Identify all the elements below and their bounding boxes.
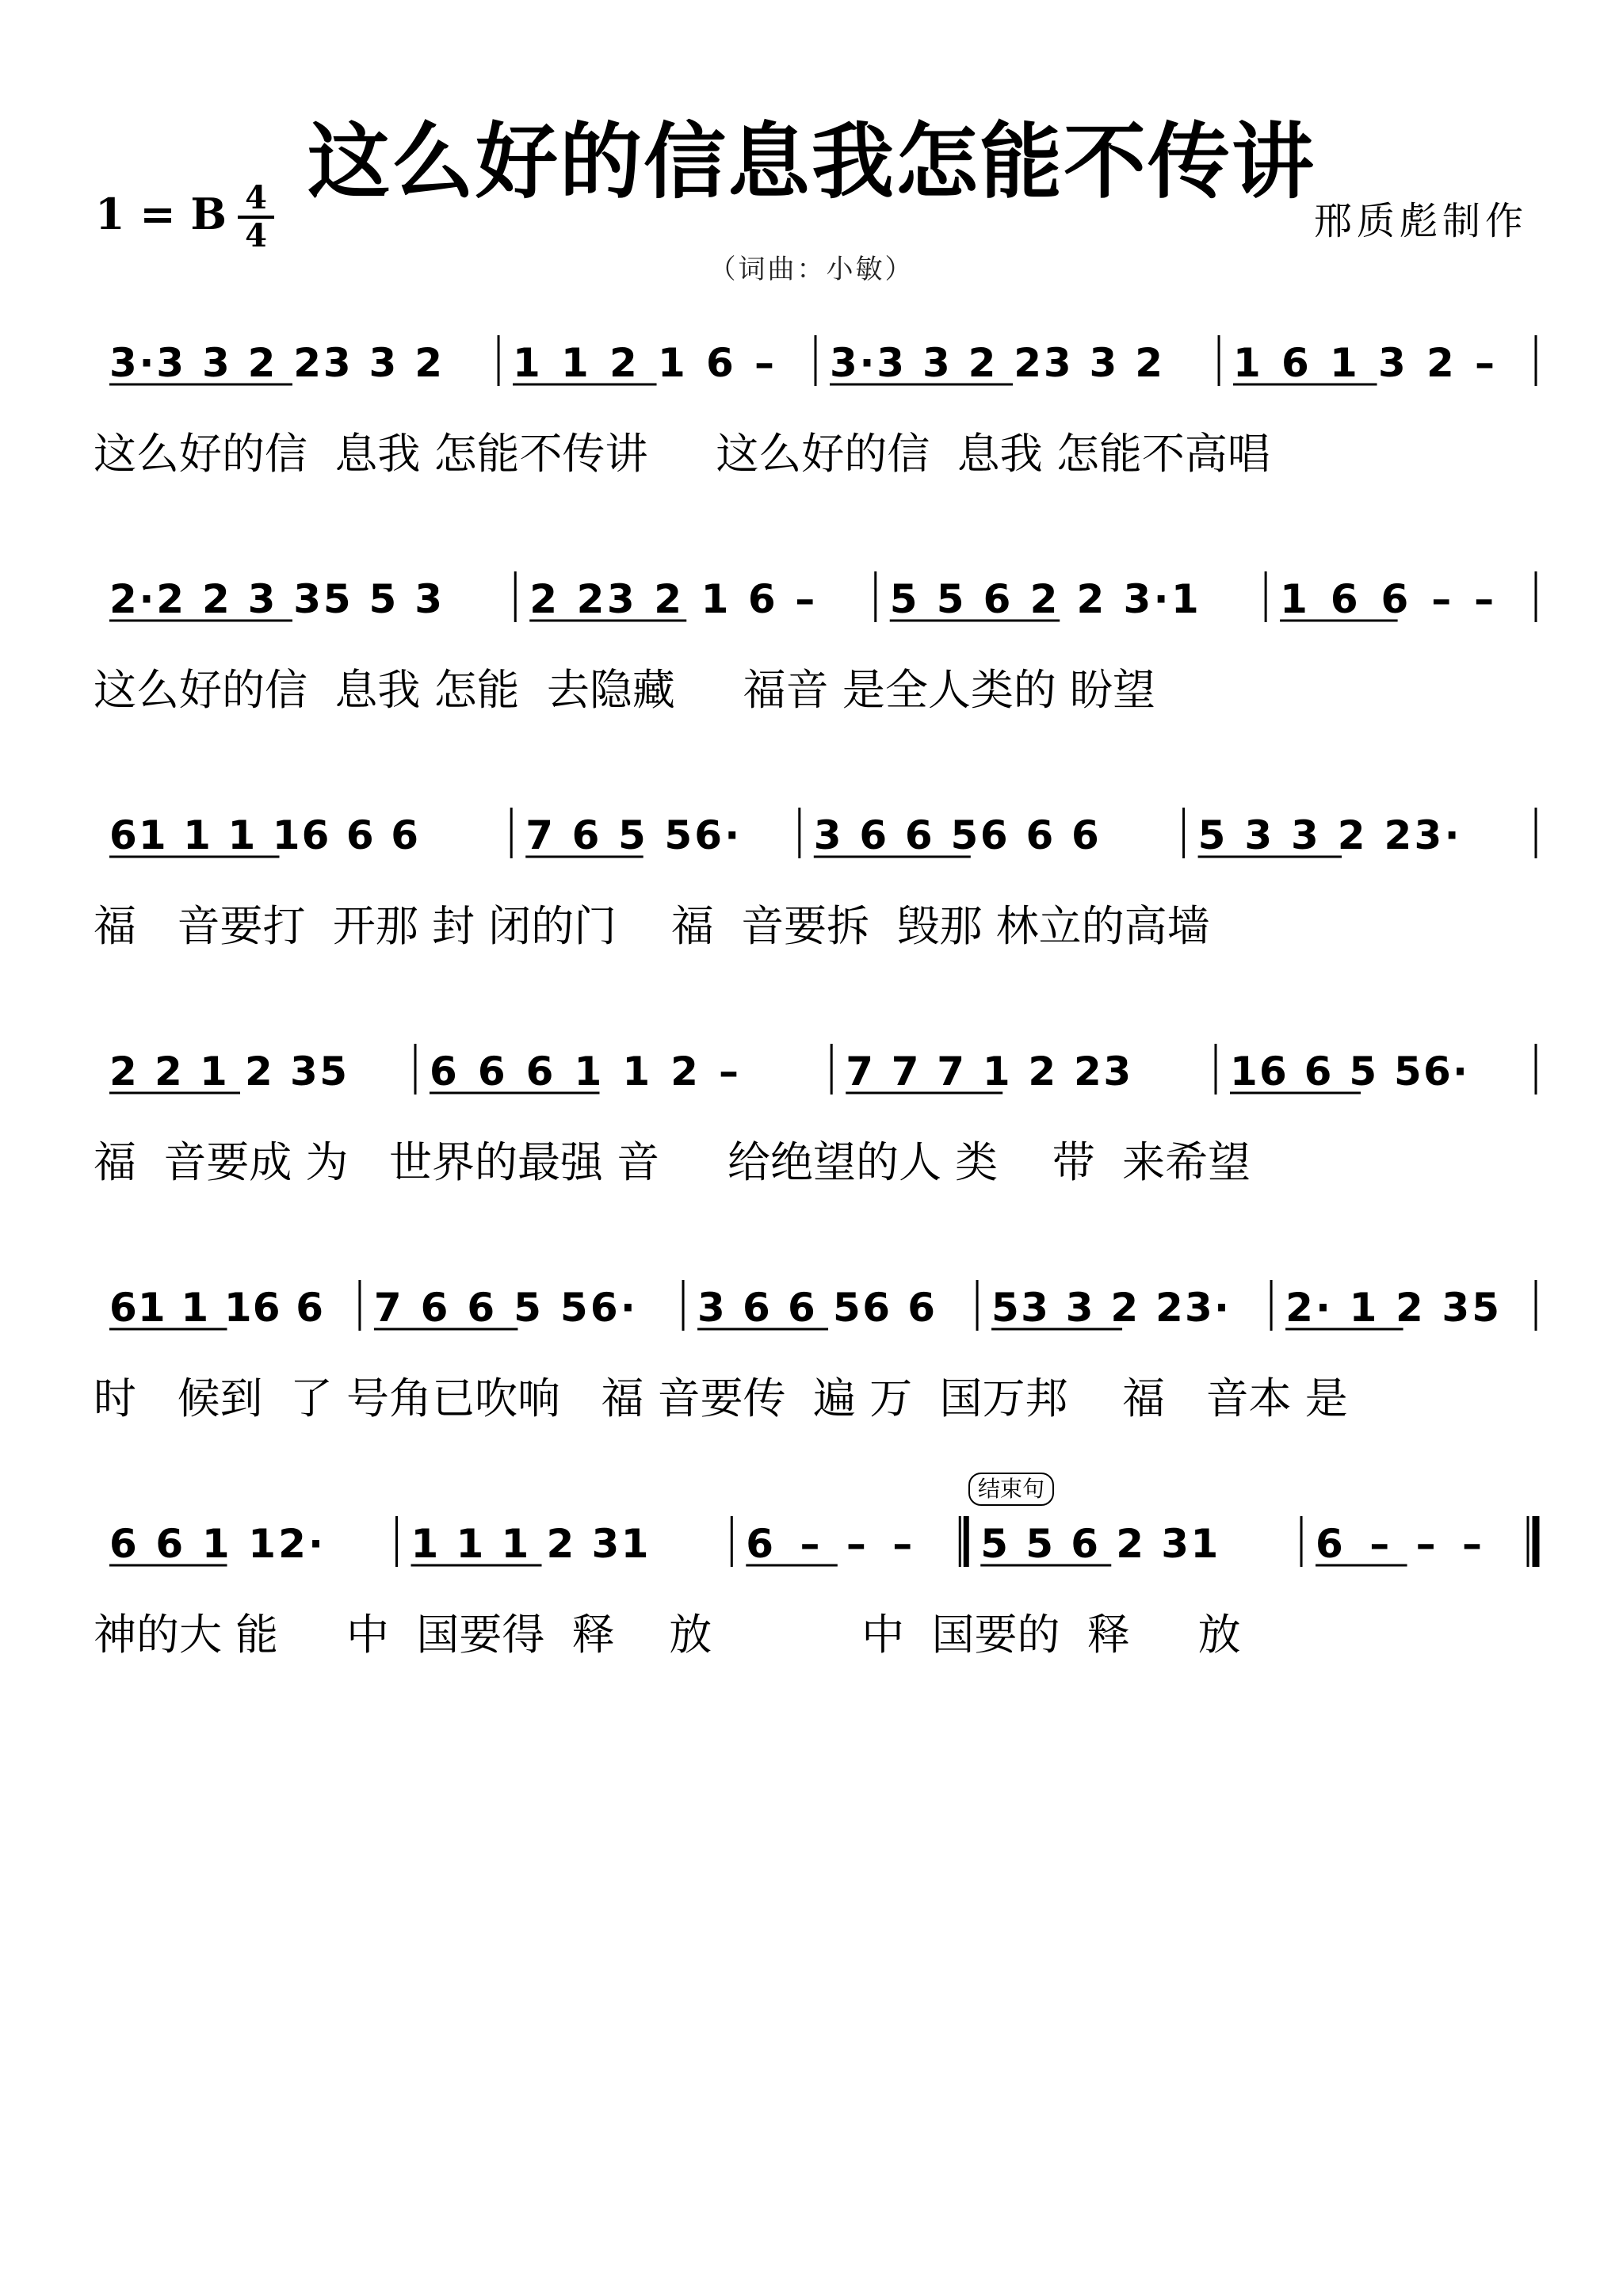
lyrics-line-5: 时 候到 了 号角已吹响 福 音要传 遍 万 国万邦 福 音本 是 (94, 1373, 1348, 1423)
measure-notes: 2· 1 2 35 (1285, 1285, 1500, 1331)
time-denominator: 4 (245, 217, 267, 254)
measure-notes: 3·3 3 2 23 3 2 (109, 340, 442, 386)
measure-notes: 3·3 3 2 23 3 2 (830, 340, 1163, 386)
measure-notes: 7 6 5 56· (525, 812, 740, 858)
measure-notes: 6 6 1 12· (109, 1521, 323, 1567)
ending-phrase-tag: 结束句 (968, 1473, 1054, 1506)
measure-notes: 5 5 6 2 2 3·1 (889, 576, 1199, 622)
measure-notes: 6 6 6 1 1 2 – (430, 1049, 739, 1095)
measure-notes: 7 6 6 5 56· (373, 1285, 636, 1331)
measure-notes: 7 7 7 1 2 23 (846, 1049, 1132, 1095)
measure-notes: 53 3 2 23· (991, 1285, 1230, 1331)
measure-notes: 6 – – – (746, 1521, 913, 1567)
lyrics-line-1: 这么好的信 息我 怎能不传讲 这么好的信 息我 怎能不高唱 (94, 429, 1270, 479)
lyrics-line-2: 这么好的信 息我 怎能 去隐藏 福音 是全人类的 盼望 (94, 665, 1155, 715)
measure-notes: 16 6 5 56· (1230, 1049, 1468, 1095)
measure-notes: 1 1 2 1 6 – (513, 340, 775, 386)
key-signature: 1 = B (95, 189, 227, 239)
measure-notes: 1 6 6 – – (1280, 576, 1495, 622)
measure-notes: 2 23 2 1 6 – (529, 576, 815, 622)
measure-notes: 1 6 1 3 2 – (1233, 340, 1495, 386)
lyrics-line-6: 神的大 能 中 国要得 释 放 中 国要的 释 放 (94, 1610, 1241, 1660)
measure-notes: 61 1 1 16 6 6 (109, 812, 418, 858)
measure-notes: 2 2 1 2 35 (109, 1049, 347, 1095)
lyrics-line-4: 福 音要成 为 世界的最强 音 给绝望的人 类 带 来希望 (94, 1137, 1251, 1187)
lyrics-line-3: 福 音要打 开那 封 闭的门 福 音要拆 毁那 林立的高墙 (94, 901, 1210, 951)
measure-notes: 61 1 16 6 (109, 1285, 323, 1331)
author-credit: 邢质彪制作 (1313, 199, 1528, 243)
measure-notes: 3 6 6 56 6 (697, 1285, 936, 1331)
measure-notes: 2·2 2 3 35 5 3 (109, 576, 442, 622)
song-title: 这么好的信息我怎能不传讲 (307, 113, 1316, 210)
measure-notes: 5 5 6 2 31 (980, 1521, 1219, 1567)
lyricist-composer-credit: （词曲：小敏） (708, 254, 915, 285)
measure-notes: 1 1 1 2 31 (411, 1521, 649, 1567)
measure-notes: 5 3 3 2 23· (1197, 812, 1460, 858)
time-numerator: 4 (238, 181, 274, 219)
measure-notes: 6 – – – (1316, 1521, 1483, 1567)
measure-notes: 3 6 6 56 6 6 (813, 812, 1099, 858)
